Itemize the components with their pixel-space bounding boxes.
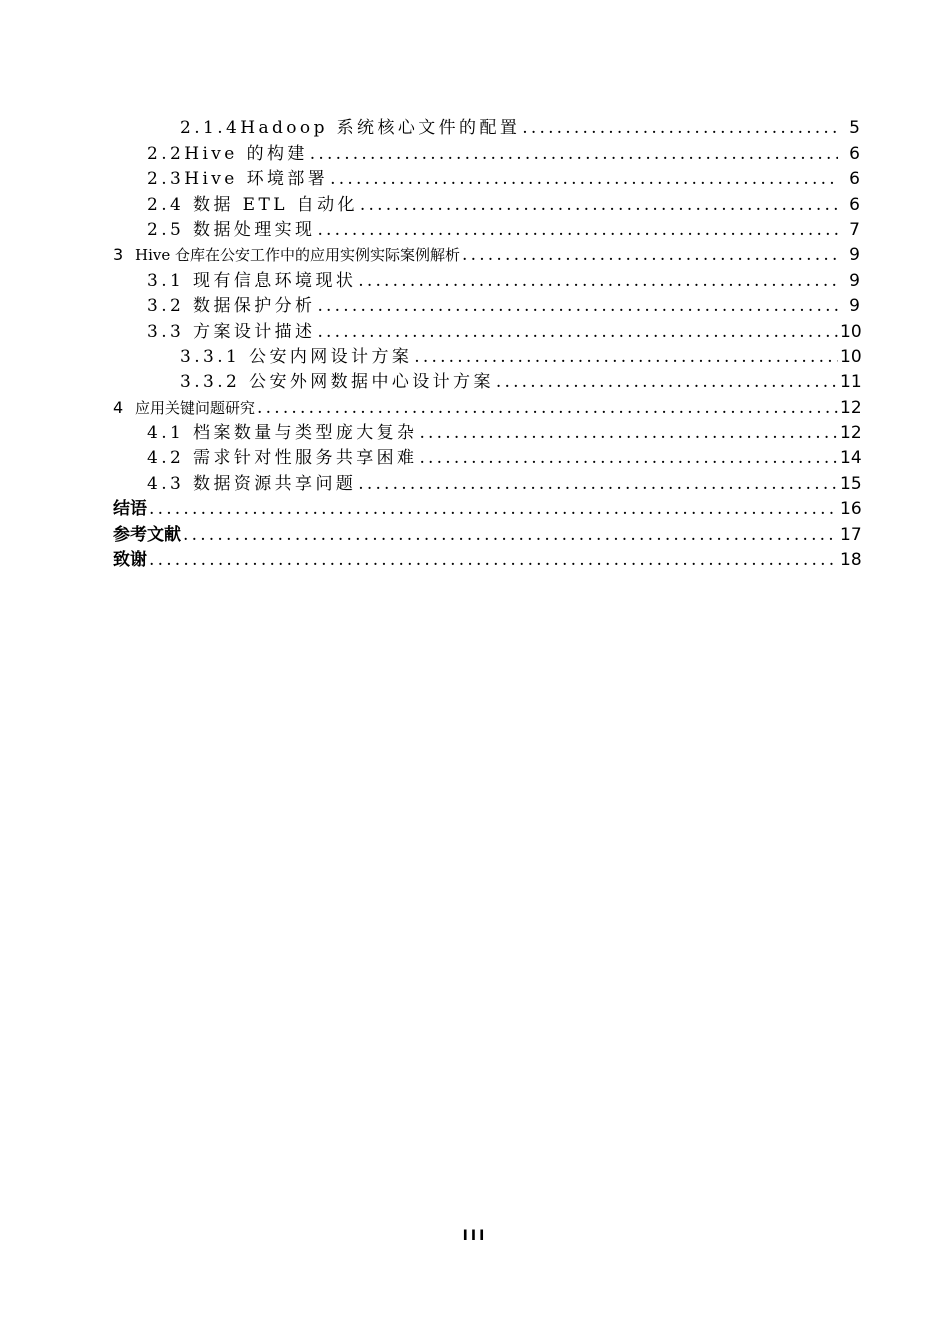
toc-entry-title: 4.2 需求针对性服务共享困难	[147, 448, 418, 469]
toc-entry-4-1[interactable]	[0, 419, 950, 444]
toc-entry-2-1-4[interactable]	[0, 114, 950, 139]
toc-entry-page: 9	[838, 270, 860, 292]
page-number-footer: III	[462, 1228, 488, 1244]
toc-entry-title: 3.3 方案设计描述	[147, 321, 316, 342]
toc-entry-page: 10	[840, 321, 862, 342]
toc-entry-4-2[interactable]	[0, 444, 950, 469]
toc-entry-2-2[interactable]	[0, 139, 950, 164]
toc-entry-3-3[interactable]	[0, 317, 950, 342]
toc-dot-leader	[360, 194, 838, 216]
toc-chapter-title: 应用关键问题研究	[135, 398, 256, 417]
toc-dot-leader	[149, 549, 838, 571]
toc-chapter-number: 4	[113, 397, 124, 417]
toc-entry-title: 2.2Hive 的构建	[147, 143, 308, 164]
toc-chapter-number: 3	[113, 245, 124, 265]
toc-entry-title: 3.3.2 公安外网数据中心设计方案	[180, 372, 494, 393]
toc-entry-2-4[interactable]	[0, 190, 950, 215]
toc-entry-page: 6	[838, 194, 860, 216]
toc-entry-title: 2.5 数据处理实现	[147, 219, 316, 240]
toc-entry-title: 4.3 数据资源共享问题	[147, 473, 357, 494]
toc-dot-leader	[358, 270, 838, 292]
toc-entry-3-2[interactable]	[0, 292, 950, 317]
toc-entry-3-3-1[interactable]	[0, 343, 950, 368]
table-of-contents	[0, 114, 950, 571]
toc-entry-page: 12	[840, 423, 862, 444]
toc-entry-chapter-3[interactable]	[0, 241, 950, 266]
toc-entry-page: 6	[838, 143, 860, 165]
toc-entry-page: 6	[838, 168, 860, 190]
toc-entry-title: 致谢	[113, 550, 147, 571]
toc-entry-chapter-4[interactable]	[0, 393, 950, 418]
toc-entry-page: 14	[840, 448, 862, 469]
toc-entry-page: 9	[838, 295, 860, 317]
toc-entry-title: 结语	[113, 499, 147, 520]
toc-entry-title	[113, 244, 462, 266]
toc-dot-leader	[317, 219, 838, 241]
toc-entry-title: 3.1 现有信息环境现状	[147, 270, 357, 291]
toc-dot-leader	[310, 143, 838, 165]
toc-entry-title: 参考文献	[113, 524, 181, 545]
toc-entry-title: 2.1.4Hadoop 系统核心文件的配置	[180, 118, 521, 139]
toc-dot-leader	[414, 346, 838, 368]
toc-entry-title: 2.4 数据 ETL 自动化	[147, 194, 358, 215]
toc-entry-page: 7	[838, 219, 860, 241]
toc-dot-leader	[183, 524, 838, 546]
toc-dot-leader	[257, 397, 838, 419]
toc-entry-2-3[interactable]	[0, 165, 950, 190]
toc-entry-3-3-2[interactable]	[0, 368, 950, 393]
toc-entry-page: 18	[840, 550, 862, 571]
toc-chapter-title: Hive 仓库在公安工作中的应用实例实际案例解析	[135, 246, 460, 265]
toc-dot-leader	[358, 473, 838, 495]
toc-entry-page: 9	[838, 244, 860, 266]
toc-entry-2-5[interactable]	[0, 216, 950, 241]
toc-entry-acknowledgements[interactable]	[0, 546, 950, 571]
toc-entry-page: 12	[840, 397, 862, 418]
toc-dot-leader	[317, 295, 838, 317]
toc-entry-page: 16	[840, 499, 862, 520]
toc-entry-page: 15	[840, 473, 862, 494]
toc-dot-leader	[496, 371, 838, 393]
toc-entry-page: 17	[840, 524, 862, 545]
toc-entry-title: 3.2 数据保护分析	[147, 296, 316, 317]
toc-entry-references[interactable]	[0, 520, 950, 545]
toc-entry-conclusion[interactable]	[0, 495, 950, 520]
toc-entry-title: 3.3.1 公安内网设计方案	[180, 346, 413, 367]
toc-dot-leader	[317, 321, 838, 343]
toc-entry-title: 2.3Hive 环境部署	[147, 169, 329, 190]
toc-entry-4-3[interactable]	[0, 469, 950, 494]
toc-entry-title	[113, 397, 257, 419]
toc-dot-leader	[419, 447, 838, 469]
toc-entry-page: 11	[840, 372, 862, 393]
toc-dot-leader	[462, 244, 838, 266]
toc-entry-3-1[interactable]	[0, 266, 950, 291]
toc-dot-leader	[149, 498, 838, 520]
toc-entry-page: 10	[840, 346, 862, 367]
toc-dot-leader	[522, 117, 838, 139]
toc-dot-leader	[330, 168, 838, 190]
toc-dot-leader	[419, 422, 838, 444]
toc-entry-page: 5	[838, 117, 860, 139]
toc-entry-title: 4.1 档案数量与类型庞大复杂	[147, 423, 418, 444]
